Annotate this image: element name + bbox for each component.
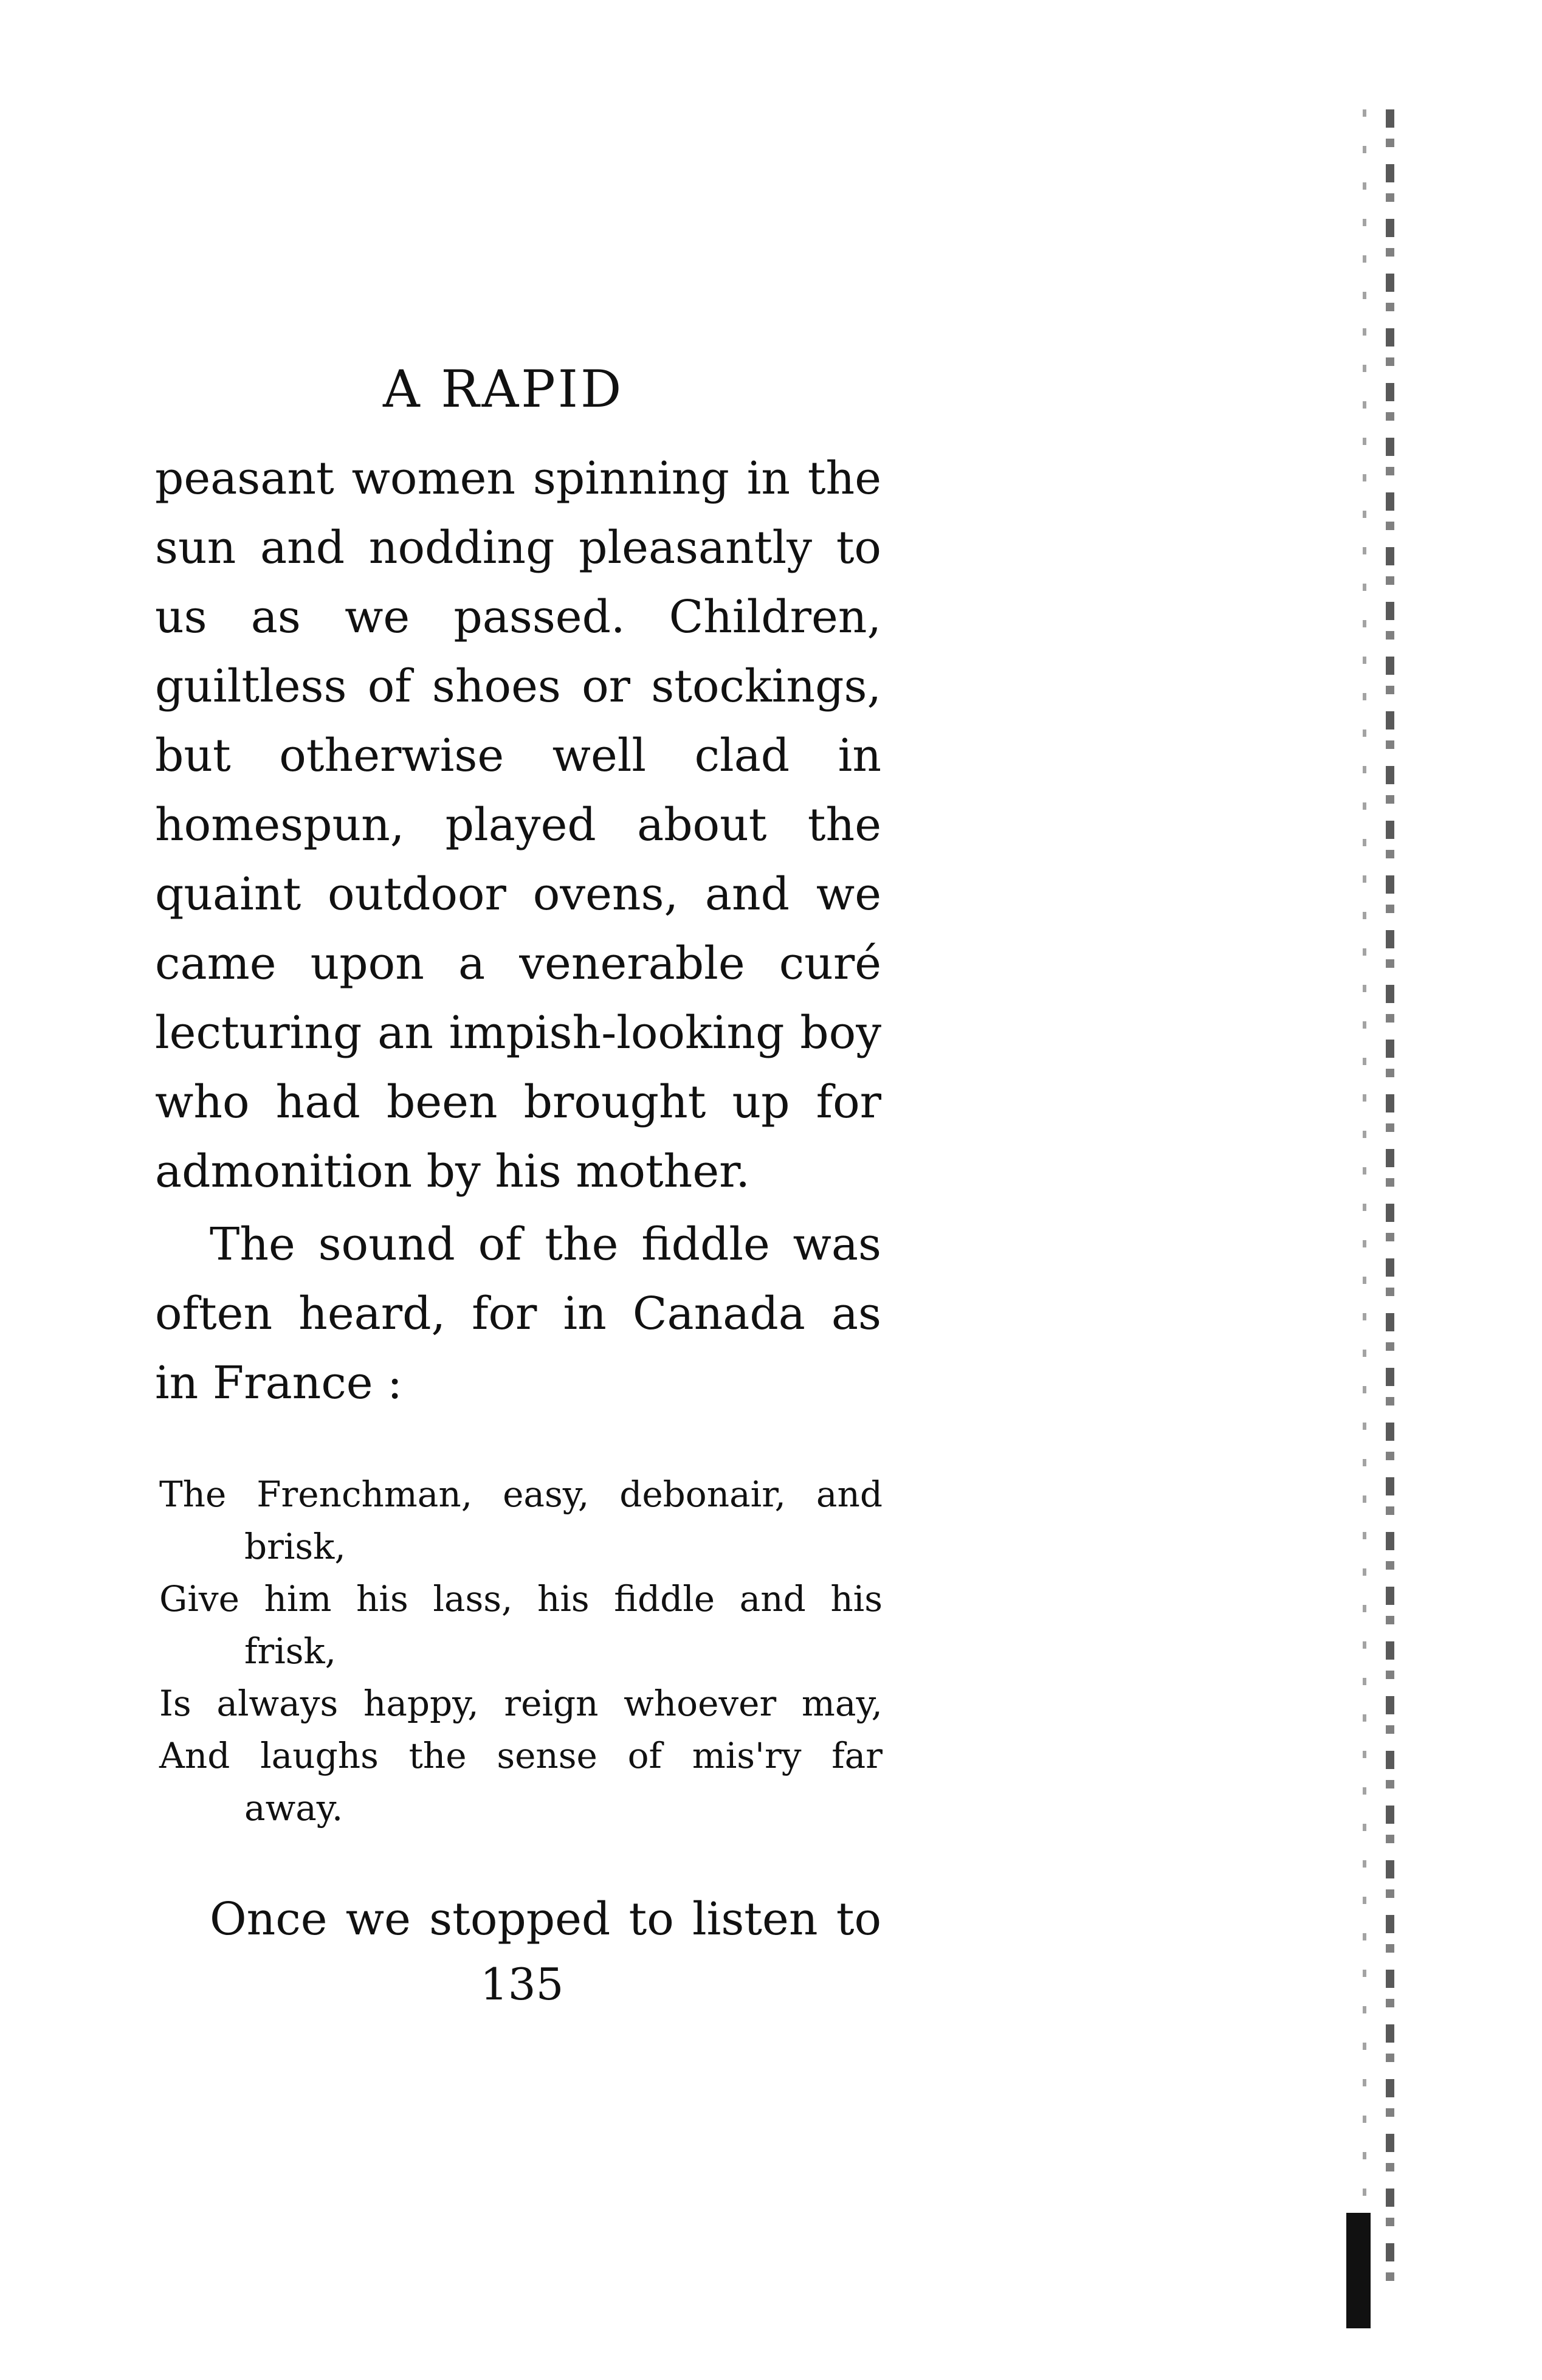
text-line: sun and nodding pleasantly to: [155, 522, 881, 574]
verse-quotation: [159, 1468, 883, 1834]
text-line: Once we stopped to listen to: [210, 1893, 881, 1945]
text-line: quaint outdoor ovens, and we: [155, 868, 881, 920]
paragraph-2: [155, 1210, 881, 1418]
text-line: The sound of the fiddle was: [210, 1218, 881, 1271]
text-line: often heard, for in Canada as: [155, 1288, 881, 1340]
verse-line: brisk,: [244, 1526, 346, 1567]
verse-line: Give him his lass, his fiddle and his: [159, 1578, 883, 1619]
scan-gutter-edge: [1325, 49, 1422, 2310]
gutter-dark-block: [1346, 2213, 1371, 2328]
text-line: peasant women spinning in the: [155, 452, 881, 505]
text-line: who had been brought up for: [155, 1076, 881, 1128]
text-line: us as we passed. Children,: [155, 591, 881, 643]
text-line: but otherwise well clad in: [155, 730, 881, 782]
text-line: admonition by his mother.: [155, 1145, 750, 1198]
text-line: homespun, played about the: [155, 799, 881, 851]
text-line: came upon a venerable curé: [155, 937, 881, 990]
text-line: in France :: [155, 1357, 403, 1409]
gutter-shadow-thin: [1363, 109, 1366, 2298]
verse-line: And laughs the sense of mis'ry far: [159, 1735, 883, 1776]
verse-line: The Frenchman, easy, debonair, and: [159, 1474, 883, 1515]
paragraph-1: [155, 444, 881, 1206]
verse-line: Is always happy, reign whoever may,: [159, 1683, 883, 1724]
verse-line: frisk,: [244, 1630, 337, 1672]
gutter-shadow: [1386, 109, 1394, 2298]
verse-line: away.: [244, 1787, 343, 1829]
paragraph-3: [155, 1885, 881, 1954]
text-line: guiltless of shoes or stockings,: [155, 660, 881, 712]
page-number: 135: [480, 1959, 564, 2010]
running-head: A RAPID: [383, 359, 624, 419]
text-line: lecturing an impish-looking boy: [155, 1007, 881, 1059]
